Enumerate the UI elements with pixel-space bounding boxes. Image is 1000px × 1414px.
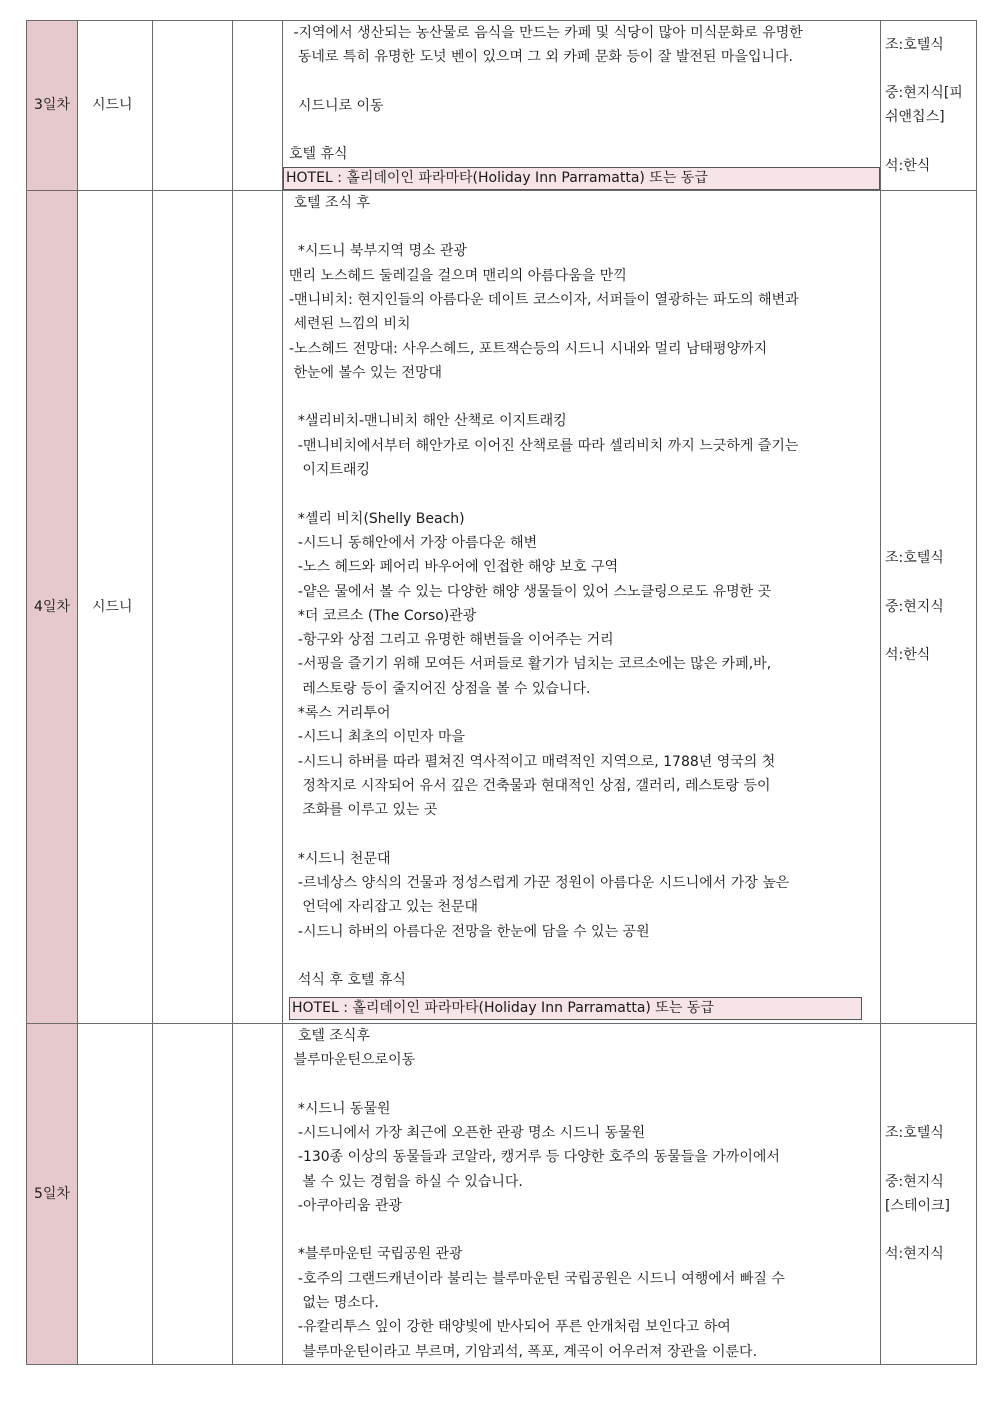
schedule-line: 호텔 조식 후 — [289, 194, 370, 211]
hotel-box: HOTEL : 홀리데이인 파라마타(Holiday Inn Parramatta) 또는 동급 — [289, 997, 862, 1020]
schedule-line: 레스토랑 등이 줄지어진 상점을 볼 수 있습니다. — [289, 680, 591, 697]
schedule-line: *셸리 비치(Shelly Beach) — [289, 510, 465, 527]
schedule-line: -시드니 하버를 따라 펼쳐진 역사적이고 매력적인 지역으로, 1788년 영국의 첫 — [289, 753, 776, 770]
hotel-box: HOTEL : 홀리데이인 파라마타(Holiday Inn Parramatta) 또는 동급 — [283, 167, 880, 190]
meals-cell — [881, 21, 977, 191]
schedule-line: 이지트래킹 — [289, 462, 370, 479]
meals-cell — [881, 1023, 977, 1364]
meal-line: [스테이크] — [885, 1197, 951, 1214]
meal-line — [885, 570, 974, 594]
schedule-line: *시드니 동물원 — [289, 1100, 391, 1117]
time-cell — [233, 21, 283, 191]
schedule-line: *더 코르소 (The Corso)관광 — [289, 607, 477, 624]
transport-cell — [153, 21, 233, 191]
meal-line: 조:호텔식 — [885, 1124, 944, 1141]
schedule-line: 세련된 느낌의 비치 — [289, 316, 411, 333]
schedule-line: 동네로 특히 유명한 도넛 벤이 있으며 그 외 카페 문화 등이 잘 발전된 마을입니다. — [289, 49, 793, 66]
schedule-line: 블루마운틴이라고 부르며, 기암괴석, 폭포, 계곡이 어우러져 장관을 이룬다. — [289, 1343, 758, 1360]
schedule-line: -시드니 동해안에서 가장 아름다운 해변 — [289, 534, 538, 551]
itinerary-row — [27, 1023, 977, 1364]
meal-line — [885, 1145, 974, 1169]
city-cell: 시드니 — [78, 21, 153, 191]
schedule-line: 정착지로 시작되어 유서 깊은 건축물과 현대적인 상점, 갤러리, 레스토랑 등이 — [289, 777, 771, 794]
time-cell — [233, 1023, 283, 1364]
schedule-line: -호주의 그랜드캐년이라 불리는 블루마운틴 국립공원은 시드니 여행에서 빠질 수 — [289, 1270, 785, 1287]
meal-line: 석:한식 — [885, 647, 931, 664]
schedule-line: *록스 거리투어 — [289, 705, 391, 722]
schedule-line — [289, 1218, 874, 1242]
schedule-line: 조화를 이루고 있는 곳 — [289, 802, 438, 819]
city-cell — [78, 1023, 153, 1364]
schedule-line: 없는 명소다. — [289, 1295, 379, 1312]
schedule-line: -맨니비치에서부터 해안가로 이어진 산책로를 따라 셀리비치 까지 느긋하게 즐기는 — [289, 437, 799, 454]
schedule-line: -노스헤드 전망대: 사우스헤드, 포트잭슨등의 시드니 시내와 멀리 남태평양까지 — [289, 340, 768, 357]
schedule-line: 호텔 조식후 — [289, 1027, 370, 1044]
meal-line — [885, 57, 974, 81]
schedule-line: -시드니 최초의 이민자 마을 — [289, 729, 466, 746]
schedule-line — [289, 1072, 874, 1096]
transport-cell — [153, 1023, 233, 1364]
city-cell: 시드니 — [78, 190, 153, 1023]
schedule-line: *샐리비치-맨니비치 해안 산책로 이지트래킹 — [289, 413, 567, 430]
schedule-line: -서핑을 즐기기 위해 모여든 서퍼들로 활기가 넘치는 코르소에는 많은 카페,바, — [289, 656, 772, 673]
meal-line — [885, 130, 974, 154]
schedule-line: *시드니 북부지역 명소 관광 — [289, 243, 468, 260]
schedule-line: 호텔 휴식 — [289, 146, 348, 163]
schedule-line: -유칼리투스 잎이 강한 태양빛에 반사되어 푸른 안개처럼 보인다고 하여 — [289, 1319, 731, 1336]
meal-line: 조:호텔식 — [885, 36, 944, 53]
schedule-line: -시드니에서 가장 최근에 오픈한 관광 명소 시드니 동물원 — [289, 1124, 646, 1141]
meal-line: 쉬앤칩스] — [885, 109, 945, 126]
meal-line: 석:현지식 — [885, 1246, 944, 1263]
schedule-line: 석식 후 호텔 휴식 — [289, 972, 406, 989]
day-cell: 3일차 — [27, 21, 78, 191]
day-cell: 5일차 — [27, 1023, 78, 1364]
meal-line: 석:한식 — [885, 157, 931, 174]
schedule-line: -항구와 상점 그리고 유명한 해변들을 이어주는 거리 — [289, 632, 614, 649]
day-cell: 4일차 — [27, 190, 78, 1023]
time-cell — [233, 190, 283, 1023]
itinerary-row — [27, 21, 977, 191]
schedule-cell — [283, 21, 881, 191]
schedule-line: *시드니 천문대 — [289, 850, 391, 867]
schedule-line: -맨니비치: 현지인들의 아름다운 데이트 코스이자, 서퍼들이 열광하는 파도의 해변과 — [289, 291, 799, 308]
meal-line: 중:현지식 — [885, 1173, 944, 1190]
schedule-line — [289, 823, 874, 847]
itinerary-row — [27, 190, 977, 1023]
schedule-line: 언덕에 자리잡고 있는 천문대 — [289, 899, 478, 916]
schedule-line: -노스 헤드와 페어리 바우어에 인접한 해양 보호 구역 — [289, 559, 619, 576]
schedule-line: 한눈에 볼수 있는 전망대 — [289, 364, 443, 381]
schedule-line — [289, 385, 874, 409]
schedule-line: *블루마운틴 국립공원 관광 — [289, 1246, 463, 1263]
meals-cell — [881, 190, 977, 1023]
schedule-line — [289, 482, 874, 506]
schedule-line: 볼 수 있는 경험을 하실 수 있습니다. — [289, 1173, 523, 1190]
schedule-line: -130종 이상의 동물들과 코알라, 캥거루 등 다양한 호주의 동물들을 가까이에서 — [289, 1149, 780, 1166]
schedule-line — [289, 118, 874, 142]
schedule-line: -시드니 하버의 아름다운 전망을 한눈에 담을 수 있는 공원 — [289, 923, 650, 940]
schedule-line: 블루마운틴으로이동 — [289, 1052, 416, 1069]
meal-line: 조:호텔식 — [885, 550, 944, 567]
schedule-cell — [283, 190, 881, 1023]
schedule-cell — [283, 1023, 881, 1364]
schedule-line — [289, 215, 874, 239]
itinerary-table — [26, 20, 977, 1365]
meal-line: 중:현지식 — [885, 598, 944, 615]
schedule-line — [289, 944, 874, 968]
meal-line — [885, 1218, 974, 1242]
meal-line: 중:현지식[피 — [885, 85, 963, 102]
transport-cell — [153, 190, 233, 1023]
schedule-line: -얕은 물에서 볼 수 있는 다양한 해양 생물들이 있어 스노클링으로도 유명한 곳 — [289, 583, 772, 600]
schedule-line — [289, 70, 874, 94]
schedule-line: -르네상스 양식의 건물과 정성스럽게 가꾼 정원이 아름다운 시드니에서 가장 높은 — [289, 875, 790, 892]
schedule-line: -아쿠아리움 관광 — [289, 1197, 403, 1214]
schedule-line: -지역에서 생산되는 농산물로 음식을 만드는 카페 및 식당이 많아 미식문화로 유명한 — [289, 25, 803, 41]
schedule-line: 시드니로 이동 — [289, 97, 384, 114]
meal-line — [885, 619, 974, 643]
schedule-line: 맨리 노스헤드 둘레길을 걸으며 맨리의 아름다움을 만끽 — [289, 267, 627, 284]
